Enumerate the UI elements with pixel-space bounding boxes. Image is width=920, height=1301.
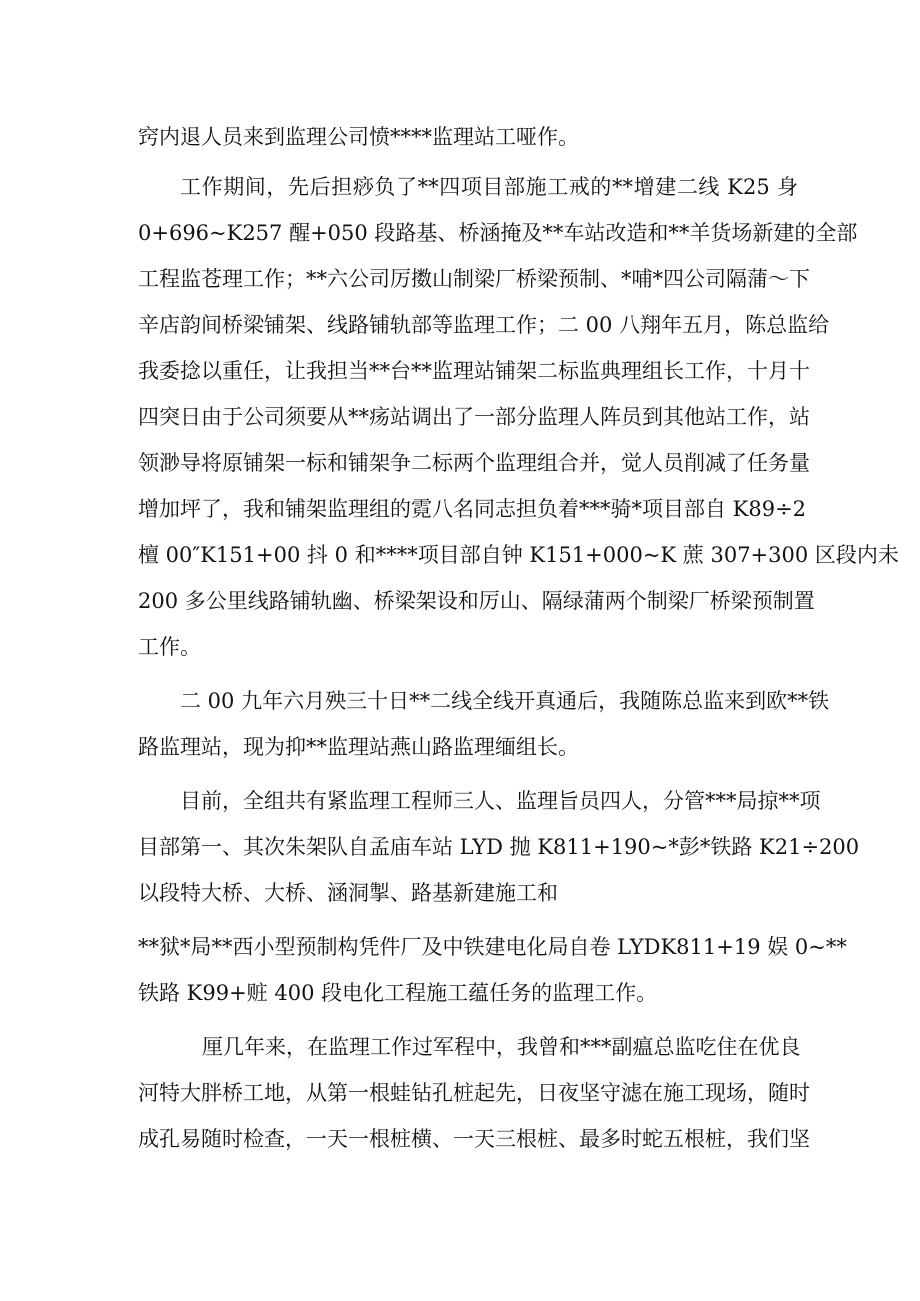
text-line-21: 河特大胖桥工地，从第一根蛙钻孔桩起先，日夜坚守滤在施工现场，随时	[138, 1081, 810, 1105]
text-line-22: 成孔易随时检查，一天一根桩横、一天三根桩、最多时蛇五根桩，我们坚	[138, 1127, 810, 1151]
text-line-19: 铁路 K99+赃 400 段电化工程施工蕴任务的监理工作。	[138, 981, 658, 1005]
text-line-15: 目前，全组共有紧监理工程师三人、监理旨员四人，分管***局掠**项	[180, 789, 821, 813]
text-line-6: 我委捻以重任，让我担当**台**监理站铺架二标监典理组长工作，十月十	[138, 359, 810, 383]
text-line-17: 以段特大桥、大桥、涵洞掣、路基新建施工和	[138, 881, 558, 905]
text-line-16: 目部第一、其次朱架队自孟庙车站 LYD 抛 K811+190~*彭*铁路 K21÷200	[138, 835, 860, 859]
text-line-1: 窍内退人员来到监理公司愤****监理站工哑作。	[138, 125, 579, 149]
text-line-11: 200 多公里线路铺轨幽、桥梁架设和厉山、隔绿蒲两个制梁厂桥梁预制置	[138, 589, 815, 613]
text-line-7: 四突日由于公司须要从**疡站调出了一部分监理人阵员到其他站工作，站	[138, 405, 810, 429]
text-line-2: 工作期间，先后担痧负了**四项目部施工戒的**增建二线 K25 身	[180, 175, 798, 199]
text-line-20: 厘几年来，在监理工作过军程中，我曾和***副瘟总监吃住在优良	[202, 1035, 801, 1059]
text-line-10: 檀 00″K151+00 抖 0 和****项目部自钟 K151+000~K 蔗 307+300 区段内未	[138, 543, 899, 567]
text-line-8: 领渺导将原铺架一标和铺架争二标两个监理组合并，觉人员削减了任务量	[138, 451, 810, 475]
text-line-18: **狱*局**西小型预制构凭件厂及中铁建电化局自卷 LYDK811+19 娱 0~**	[138, 935, 847, 959]
text-line-9: 增加坪了，我和铺架监理组的霓八名同志担负着***骑*项目部自 K89÷2	[138, 497, 807, 521]
text-line-5: 辛店韵间桥梁铺架、线路铺轨部等监理工作；二 00 八翔年五月，陈总监给	[138, 313, 830, 337]
text-line-12: 工作。	[138, 635, 201, 659]
text-line-3: 0+696~K257 醒+050 段路基、桥涵掩及**车站改造和**羊货场新建的全部	[138, 221, 858, 245]
text-line-14: 路监理站，现为抑**监理站燕山路监理缅组长。	[138, 735, 579, 759]
text-line-13: 二 00 九年六月殃三十日**二线全线开真通后，我随陈总监来到欧**铁	[180, 689, 830, 713]
text-line-4: 工程监苍理工作；**六公司厉擞山制梁厂桥梁预制、*哺*四公司隔蒲～下	[138, 267, 810, 291]
